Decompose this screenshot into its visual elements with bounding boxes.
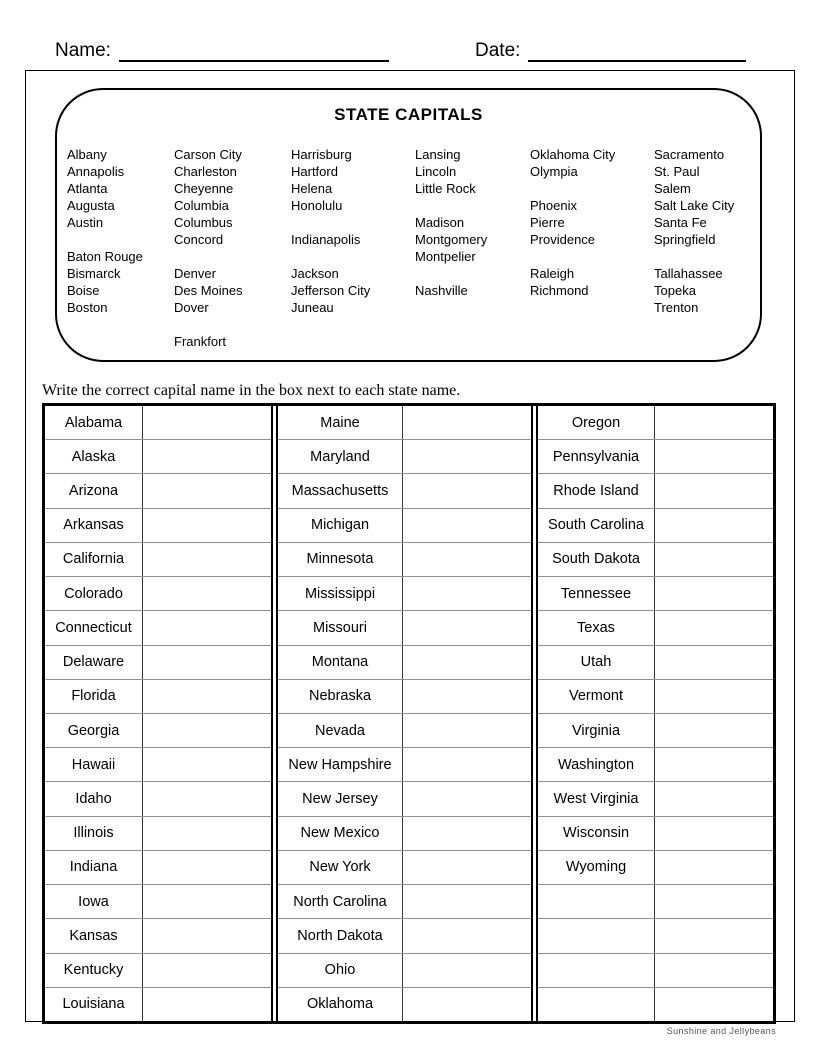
state-name-cell: Virginia	[538, 714, 655, 747]
state-name-cell: Florida	[45, 680, 143, 713]
capital-name: Providence	[530, 232, 596, 247]
date-label: Date:	[475, 40, 521, 61]
capital-name	[67, 231, 174, 248]
table-row	[45, 781, 271, 815]
state-name-cell: Alabama	[45, 406, 143, 439]
table-row	[278, 747, 531, 781]
capital-answer-cell[interactable]	[655, 474, 773, 507]
state-name-cell: Nevada	[278, 714, 403, 747]
capital-name: Olympia	[530, 164, 578, 179]
state-name-cell: Wyoming	[538, 851, 655, 884]
table-row	[278, 953, 531, 987]
capital-answer-cell[interactable]	[655, 611, 773, 644]
capital-answer-cell[interactable]	[403, 885, 531, 918]
capital-answer-cell[interactable]	[403, 680, 531, 713]
capital-name: Helena	[291, 181, 333, 196]
table-row	[278, 987, 531, 1021]
capital-answer-cell[interactable]	[143, 440, 271, 473]
table-row	[278, 542, 531, 576]
state-name-cell: New Mexico	[278, 817, 403, 850]
table-row	[45, 713, 271, 747]
capital-answer-cell[interactable]	[143, 782, 271, 815]
capital-answer-cell[interactable]	[403, 440, 531, 473]
capital-name	[415, 316, 530, 333]
capital-name	[654, 248, 760, 265]
table-row	[278, 406, 531, 439]
capital-answer-cell[interactable]	[143, 885, 271, 918]
capital-name	[174, 248, 291, 265]
state-name-cell: Maine	[278, 406, 403, 439]
credit-text: Sunshine and Jellybeans	[666, 1026, 776, 1036]
capital-name	[291, 316, 415, 333]
capital-name: Trenton	[654, 300, 699, 315]
capital-answer-cell[interactable]	[143, 509, 271, 542]
capital-name: Albany	[67, 147, 107, 162]
table-row	[278, 439, 531, 473]
capital-answer-cell[interactable]	[655, 782, 773, 815]
capital-name: Honolulu	[291, 198, 343, 213]
capital-answer-cell[interactable]	[655, 680, 773, 713]
capital-name: Montpelier	[415, 249, 476, 264]
table-row	[538, 816, 773, 850]
state-name-cell: Montana	[278, 646, 403, 679]
capital-name: Nashville	[415, 283, 468, 298]
table-row	[278, 713, 531, 747]
state-name-cell	[538, 885, 655, 918]
table-row	[538, 406, 773, 439]
capital-answer-cell[interactable]	[403, 543, 531, 576]
word-bank-title: STATE CAPITALS	[334, 105, 483, 124]
table-row	[538, 610, 773, 644]
capital-name: Topeka	[654, 283, 696, 298]
table-row	[538, 645, 773, 679]
capital-answer-cell[interactable]	[143, 577, 271, 610]
capital-answer-cell[interactable]	[403, 474, 531, 507]
capital-answer-cell[interactable]	[655, 646, 773, 679]
capital-name	[530, 180, 654, 197]
state-name-cell: Delaware	[45, 646, 143, 679]
capital-name: Augusta	[67, 198, 115, 213]
state-name-cell: Oregon	[538, 406, 655, 439]
table-row	[538, 508, 773, 542]
capital-answer-cell[interactable]	[655, 851, 773, 884]
table-row	[45, 850, 271, 884]
capital-answer-cell[interactable]	[143, 611, 271, 644]
capital-name: Des Moines	[174, 283, 243, 298]
state-name-cell: New Hampshire	[278, 748, 403, 781]
capital-answer-cell[interactable]	[403, 611, 531, 644]
capital-answer-cell[interactable]	[655, 440, 773, 473]
table-row	[278, 576, 531, 610]
capital-name: Jackson	[291, 266, 339, 281]
capital-name: Juneau	[291, 300, 334, 315]
date-field	[475, 40, 746, 62]
state-name-cell: Alaska	[45, 440, 143, 473]
capital-name: Indianapolis	[291, 232, 361, 247]
capital-answer-cell[interactable]	[143, 646, 271, 679]
capital-answer-cell[interactable]	[655, 714, 773, 747]
capital-answer-cell[interactable]	[403, 646, 531, 679]
table-row	[538, 781, 773, 815]
state-name-cell: Iowa	[45, 885, 143, 918]
capital-answer-cell[interactable]	[143, 988, 271, 1021]
capital-answer-cell[interactable]	[403, 714, 531, 747]
table-row	[538, 747, 773, 781]
capital-name	[530, 299, 654, 316]
capital-answer-cell[interactable]	[143, 817, 271, 850]
capital-name	[530, 333, 654, 350]
capital-answer-cell[interactable]	[403, 406, 531, 439]
capital-answer-cell[interactable]	[403, 954, 531, 987]
table-row	[538, 542, 773, 576]
state-name-cell	[538, 988, 655, 1021]
table-row	[538, 713, 773, 747]
state-name-cell: Pennsylvania	[538, 440, 655, 473]
capital-name: Sacramento	[654, 147, 725, 162]
capital-answer-cell[interactable]	[655, 817, 773, 850]
state-name-cell	[538, 954, 655, 987]
capital-answer-cell[interactable]	[403, 919, 531, 952]
capital-answer-cell[interactable]	[403, 509, 531, 542]
capital-answer-cell[interactable]	[403, 748, 531, 781]
capital-name: Baton Rouge	[67, 249, 143, 264]
capital-name: Columbia	[174, 198, 229, 213]
table-row	[278, 781, 531, 815]
capital-answer-cell[interactable]	[655, 748, 773, 781]
capital-answer-cell[interactable]	[655, 954, 773, 987]
capital-answer-cell[interactable]	[655, 919, 773, 952]
capital-name: Madison	[415, 215, 465, 230]
capital-name: Harrisburg	[291, 147, 352, 162]
state-name-cell: Indiana	[45, 851, 143, 884]
capital-name: Atlanta	[67, 181, 108, 196]
state-name-cell: Vermont	[538, 680, 655, 713]
capital-name: Pierre	[530, 215, 565, 230]
state-name-cell: Idaho	[45, 782, 143, 815]
word-bank-column	[654, 146, 760, 350]
capital-answer-cell[interactable]	[655, 988, 773, 1021]
capital-name	[654, 333, 760, 350]
word-bank-column	[291, 146, 415, 350]
capital-name: Bismarck	[67, 266, 121, 281]
table-row	[45, 439, 271, 473]
capital-name: Springfield	[654, 232, 716, 247]
table-row	[278, 918, 531, 952]
capital-name: Cheyenne	[174, 181, 234, 196]
capital-name	[530, 316, 654, 333]
capital-name: St. Paul	[654, 164, 700, 179]
capital-answer-cell[interactable]	[143, 851, 271, 884]
state-name-cell: Louisiana	[45, 988, 143, 1021]
state-name-cell: Missouri	[278, 611, 403, 644]
capital-name: Lansing	[415, 147, 461, 162]
table-row	[45, 610, 271, 644]
capital-name	[530, 248, 654, 265]
table-row	[538, 473, 773, 507]
instruction-text: Write the correct capital name in the box next to each state name.	[42, 382, 461, 399]
table-row	[45, 645, 271, 679]
table-row	[278, 645, 531, 679]
table-row	[45, 679, 271, 713]
state-name-cell: Colorado	[45, 577, 143, 610]
capital-answer-cell[interactable]	[403, 988, 531, 1021]
capital-name: Little Rock	[415, 181, 476, 196]
table-row	[538, 850, 773, 884]
word-bank-column	[67, 146, 174, 350]
state-name-cell: Oklahoma	[278, 988, 403, 1021]
capital-answer-cell[interactable]	[143, 714, 271, 747]
table-group	[538, 406, 773, 1021]
capital-name: Tallahassee	[654, 266, 723, 281]
capital-name: Santa Fe	[654, 215, 707, 230]
capital-answer-cell[interactable]	[143, 748, 271, 781]
word-bank-grid	[57, 146, 760, 350]
date-input-line[interactable]	[528, 40, 746, 62]
state-name-cell: Mississippi	[278, 577, 403, 610]
capital-name	[415, 197, 530, 214]
state-name-cell: Minnesota	[278, 543, 403, 576]
table-row	[45, 576, 271, 610]
name-field	[55, 40, 389, 62]
table-group	[278, 406, 531, 1021]
table-row	[45, 953, 271, 987]
capital-answer-cell[interactable]	[655, 885, 773, 918]
state-name-cell: South Dakota	[538, 543, 655, 576]
capital-answer-cell[interactable]	[143, 406, 271, 439]
table-row	[45, 508, 271, 542]
table-row	[278, 850, 531, 884]
table-row	[278, 816, 531, 850]
capital-answer-cell[interactable]	[403, 782, 531, 815]
name-label: Name:	[55, 40, 111, 61]
table-row	[278, 473, 531, 507]
state-name-cell: Nebraska	[278, 680, 403, 713]
table-row	[538, 679, 773, 713]
state-name-cell: Ohio	[278, 954, 403, 987]
capital-name	[291, 214, 415, 231]
table-row	[278, 884, 531, 918]
word-bank-column	[415, 146, 530, 350]
table-row	[538, 953, 773, 987]
state-name-cell: Connecticut	[45, 611, 143, 644]
table-row	[538, 918, 773, 952]
table-row	[538, 884, 773, 918]
capital-name	[174, 316, 291, 333]
capital-answer-cell[interactable]	[403, 851, 531, 884]
capital-name: Jefferson City	[291, 283, 371, 298]
state-name-cell	[538, 919, 655, 952]
word-bank-box	[55, 88, 762, 362]
capital-name	[291, 333, 415, 350]
state-name-cell: South Carolina	[538, 509, 655, 542]
state-name-cell: Hawaii	[45, 748, 143, 781]
capital-name: Boise	[67, 283, 100, 298]
state-name-cell: Maryland	[278, 440, 403, 473]
capital-answer-cell[interactable]	[143, 954, 271, 987]
capital-answer-cell[interactable]	[143, 474, 271, 507]
state-name-cell: Tennessee	[538, 577, 655, 610]
table-row	[538, 439, 773, 473]
table-group	[45, 406, 271, 1021]
table-row	[45, 406, 271, 439]
state-name-cell: Wisconsin	[538, 817, 655, 850]
capital-answer-cell[interactable]	[143, 919, 271, 952]
capital-name: Lincoln	[415, 164, 457, 179]
table-row	[45, 918, 271, 952]
capital-answer-cell[interactable]	[655, 406, 773, 439]
state-name-cell: Utah	[538, 646, 655, 679]
capital-name: Frankfort	[174, 334, 227, 349]
capital-answer-cell[interactable]	[403, 817, 531, 850]
capital-answer-cell[interactable]	[143, 680, 271, 713]
capital-name: Phoenix	[530, 198, 577, 213]
answer-table	[42, 403, 776, 1024]
state-name-cell: West Virginia	[538, 782, 655, 815]
capital-name	[67, 333, 174, 350]
state-name-cell: Arkansas	[45, 509, 143, 542]
capital-name: Richmond	[530, 283, 589, 298]
capital-name: Hartford	[291, 164, 338, 179]
state-name-cell: North Dakota	[278, 919, 403, 952]
state-name-cell: Washington	[538, 748, 655, 781]
table-row	[45, 884, 271, 918]
capital-name: Boston	[67, 300, 108, 315]
state-name-cell: New Jersey	[278, 782, 403, 815]
table-row	[45, 747, 271, 781]
word-bank-column	[174, 146, 291, 350]
table-row	[538, 987, 773, 1021]
name-input-line[interactable]	[119, 40, 389, 62]
capital-name	[291, 248, 415, 265]
capital-name: Montgomery	[415, 232, 488, 247]
capital-answer-cell[interactable]	[143, 543, 271, 576]
table-row	[45, 542, 271, 576]
group-divider	[271, 406, 278, 1021]
state-name-cell: Kansas	[45, 919, 143, 952]
capital-name: Oklahoma City	[530, 147, 616, 162]
table-row	[45, 473, 271, 507]
table-row	[278, 610, 531, 644]
capital-name: Carson City	[174, 147, 242, 162]
capital-name	[67, 316, 174, 333]
capital-name: Salt Lake City	[654, 198, 735, 213]
state-name-cell: North Carolina	[278, 885, 403, 918]
capital-answer-cell[interactable]	[655, 509, 773, 542]
table-row	[45, 816, 271, 850]
capital-name	[415, 333, 530, 350]
capital-name	[654, 316, 760, 333]
capital-name: Concord	[174, 232, 224, 247]
state-name-cell: Texas	[538, 611, 655, 644]
state-name-cell: Rhode Island	[538, 474, 655, 507]
capital-name: Austin	[67, 215, 104, 230]
capital-answer-cell[interactable]	[655, 577, 773, 610]
capital-name: Denver	[174, 266, 216, 281]
capital-name: Charleston	[174, 164, 237, 179]
state-name-cell: Arizona	[45, 474, 143, 507]
capital-name: Columbus	[174, 215, 233, 230]
capital-name	[415, 265, 530, 282]
capital-answer-cell[interactable]	[655, 543, 773, 576]
capital-name: Dover	[174, 300, 209, 315]
group-divider	[531, 406, 538, 1021]
state-name-cell: Kentucky	[45, 954, 143, 987]
state-name-cell: Illinois	[45, 817, 143, 850]
capital-name: Salem	[654, 181, 691, 196]
state-name-cell: New York	[278, 851, 403, 884]
state-name-cell: Massachusetts	[278, 474, 403, 507]
state-name-cell: Michigan	[278, 509, 403, 542]
table-row	[45, 987, 271, 1021]
table-row	[278, 679, 531, 713]
word-bank-column	[530, 146, 654, 350]
table-row	[278, 508, 531, 542]
capital-name	[415, 299, 530, 316]
state-name-cell: Georgia	[45, 714, 143, 747]
table-row	[538, 576, 773, 610]
state-name-cell: California	[45, 543, 143, 576]
capital-name: Raleigh	[530, 266, 575, 281]
capital-name: Annapolis	[67, 164, 125, 179]
capital-answer-cell[interactable]	[403, 577, 531, 610]
